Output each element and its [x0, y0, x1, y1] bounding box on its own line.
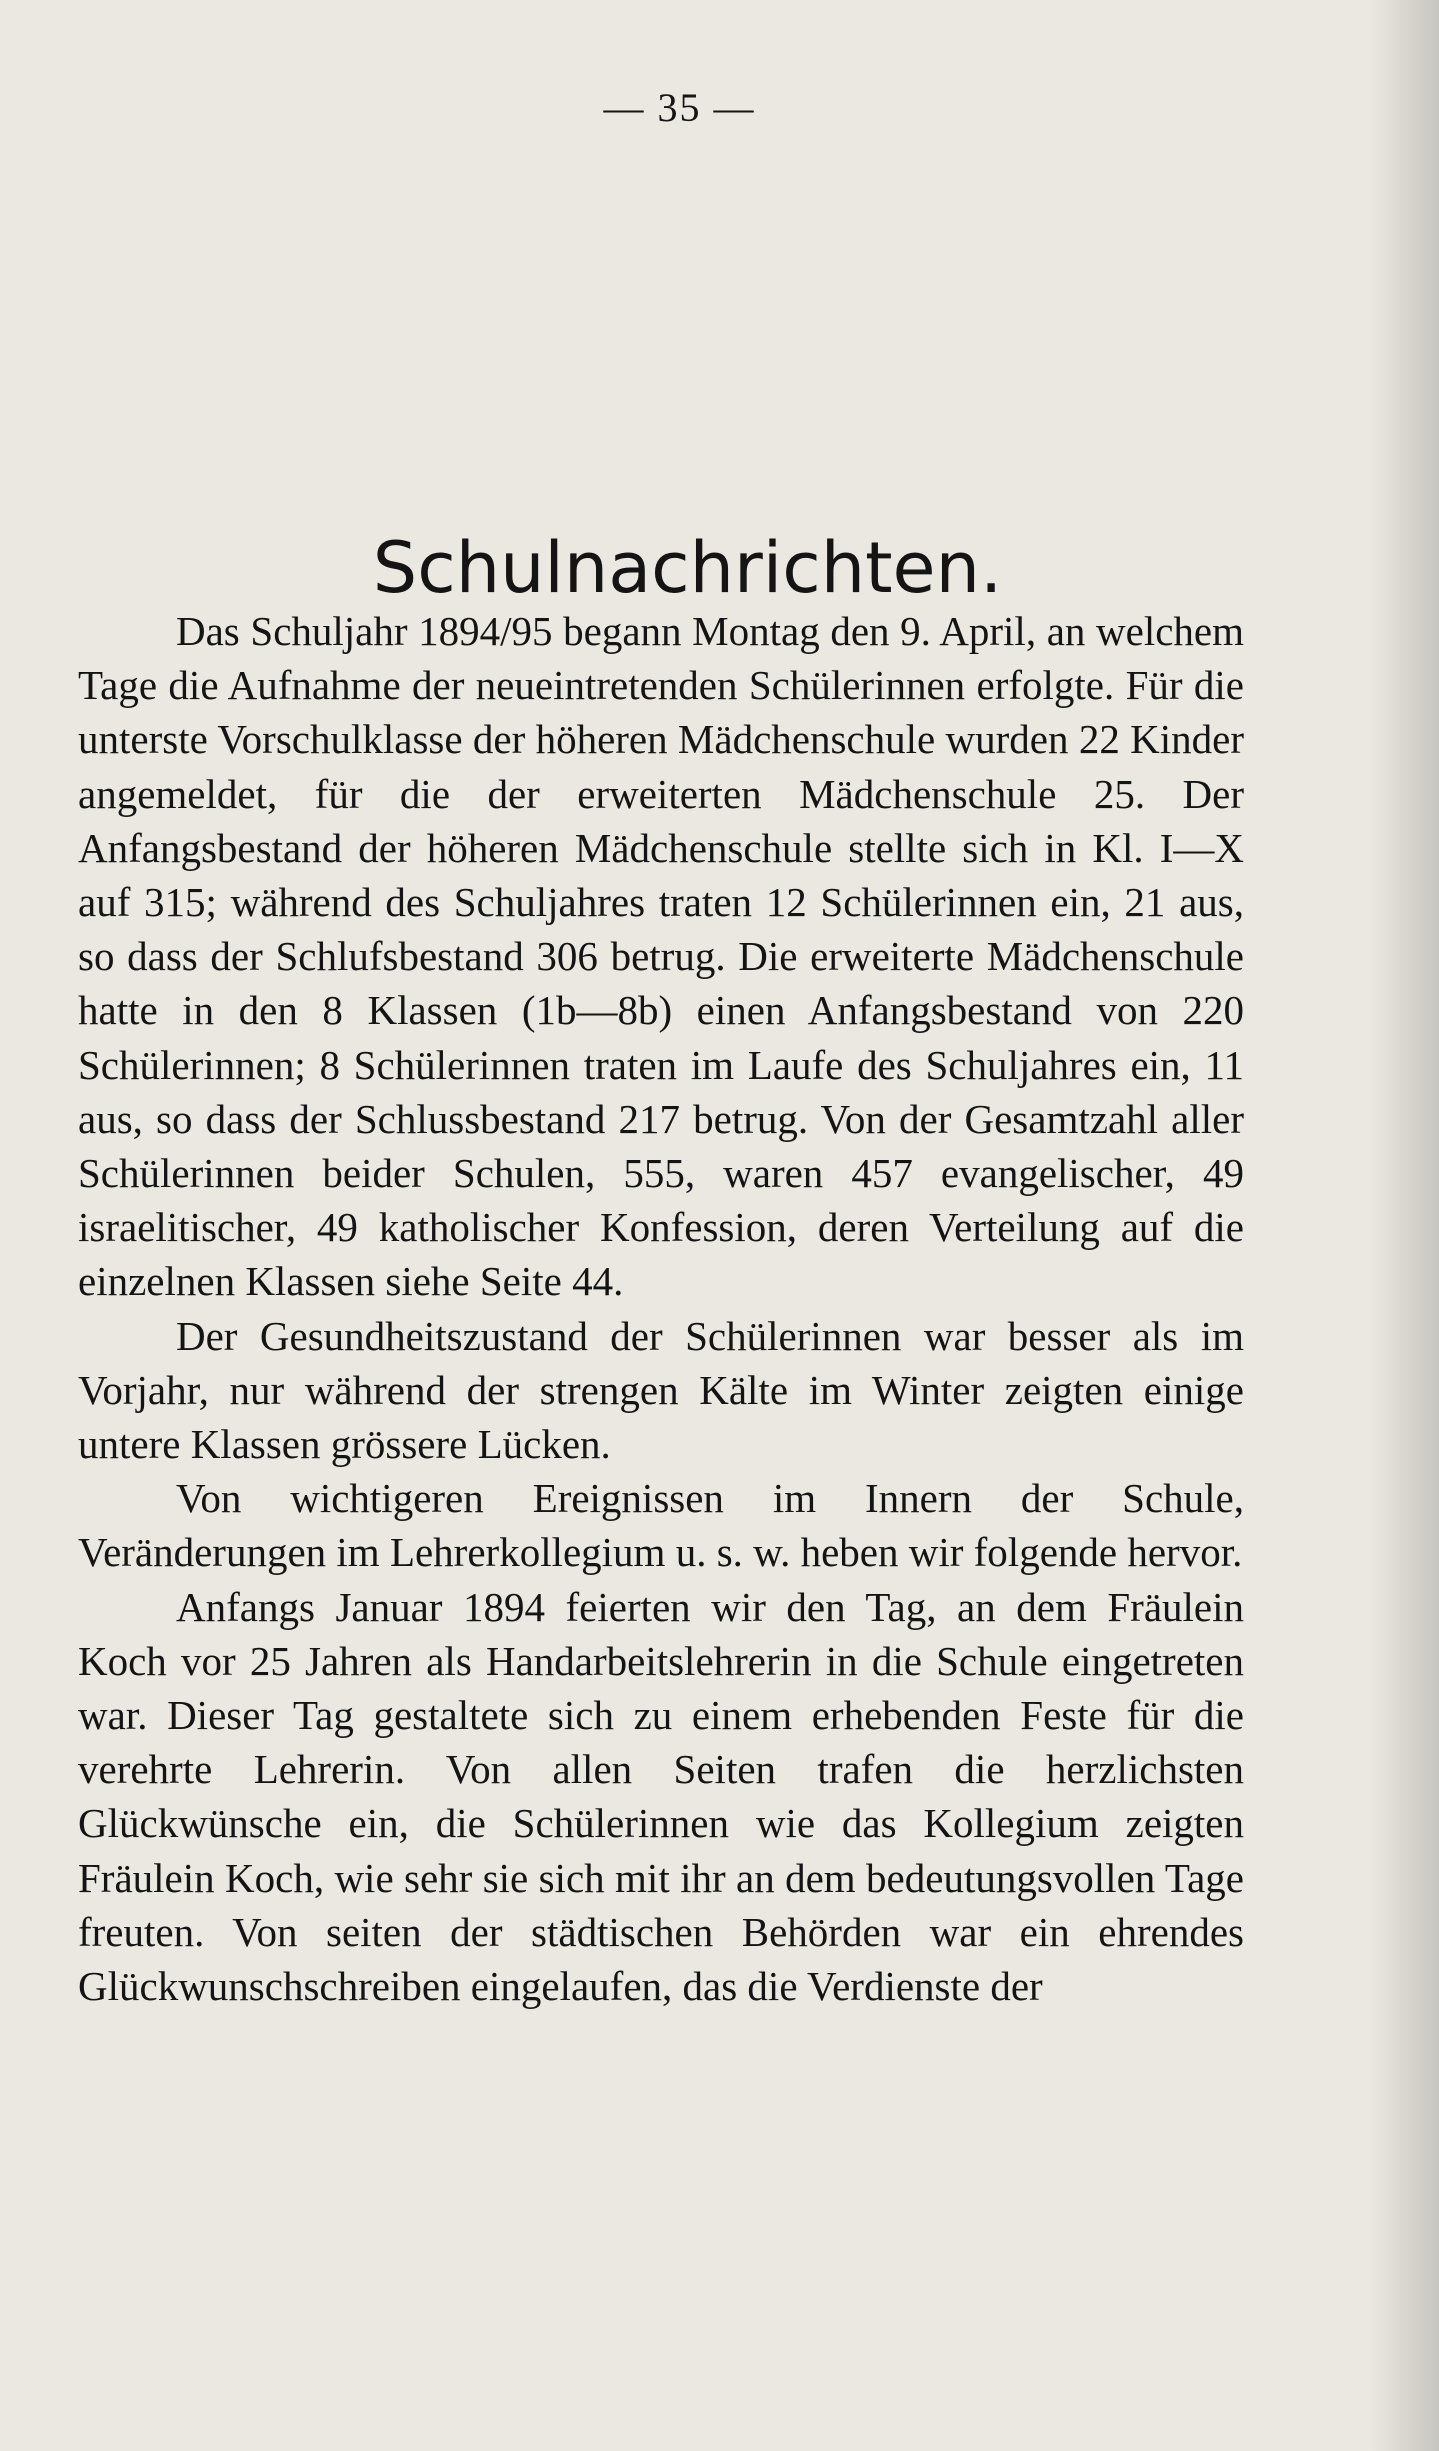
- page-edge-shadow: [1369, 0, 1439, 2451]
- page-number: — 35 —: [603, 85, 756, 130]
- body-text: [78, 604, 1244, 2013]
- paragraph-events-intro: Von wichtigeren Ereignissen im Innern der Schule, Veränderungen im Lehrerkollegium u. s. w. heben wir folgende hervor.: [78, 1475, 1244, 1576]
- section-title: Schulnachrichten.: [372, 526, 1003, 609]
- paragraph-health: Der Gesundheitszustand der Schülerinnen war besser als im Vorjahr, nur während der strengen Kälte im Winter zeigten einige untere Klassen grössere Lücken.: [78, 1312, 1244, 1468]
- paragraph-anniversary: Anfangs Januar 1894 feierten wir den Tag, an dem Fräulein Koch vor 25 Jahren als Handarbeitslehrerin in die Schule eingetreten war. Dieser Tag gestaltete sich zu einem erhebenden Feste für die verehrte Lehrerin. Von allen Seiten trafen die herzlichsten Glückwünsche ein, die Schülerinnen wie das Kollegium zeigten Fräulein Koch, wie sehr sie sich mit ihr an dem bedeutungsvollen Tage freuten. Von seiten der städtischen Behörden war ein ehrendes Glückwunschschreiben eingelaufen, das die Verdienste der: [78, 1583, 1244, 2010]
- paragraph-school-year: Das Schuljahr 1894/95 begann Montag den 9. April, an welchem Tage die Aufnahme der neueintretenden Schülerinnen erfolgte. Für die unterste Vorschulklasse der höheren Mädchenschule wurden 22 Kinder angemeldet, für die der erweiterten Mädchenschule 25. Der Anfangsbestand der höheren Mädchenschule stellte sich in Kl. I—X auf 315; während des Schuljahres traten 12 Schülerinnen ein, 21 aus, so dass der Schlufsbestand 306 betrug. Die erweiterte Mädchenschule hatte in den 8 Klassen (1b—8b) einen Anfangsbestand von 220 Schülerinnen; 8 Schülerinnen traten im Laufe des Schuljahres ein, 11 aus, so dass der Schlussbestand 217 betrug. Von der Gesamtzahl aller Schülerinnen beider Schulen, 555, waren 457 evangelischer, 49 israelitischer, 49 katholischer Konfession, deren Verteilung auf die einzelnen Klassen siehe Seite 44.: [78, 608, 1244, 1305]
